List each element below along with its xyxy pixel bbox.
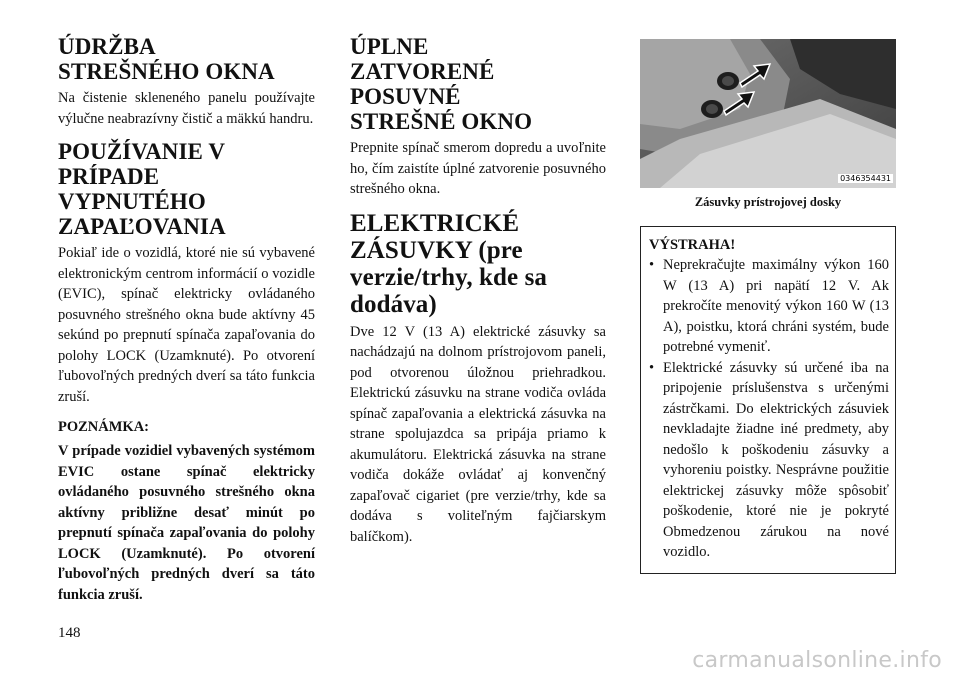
section-body: Na čistenie skleneného panelu používajte výlučne neabrazívny čistič a mäkkú handru. <box>58 90 315 127</box>
watermark: carmanualsonline.info <box>692 648 942 673</box>
power-outlet-photo <box>640 39 896 188</box>
warning-item: • Neprekračujte maximálny výkon 160 W (13 A) pri napätí 12 V. Ak prekročíte menovitý výkon 160 W (13 A), poistku, ktorá chráni systém, bude potrebné vymeniť. <box>649 255 889 358</box>
warning-box <box>640 226 896 574</box>
section-body: Pokiaľ ide o vozidlá, ktoré nie sú vybavené elektronickým centrom informácií o vozidle (EVIC), spínač elektricky ovládaného posuvného strešného okna bude aktívny 45 sekúnd po prepnutí spínača zapaľovania do polohy LOCK (Uzamknuté). Po otvorení ľubovoľných predných dverí sa táto funkcia zruší. <box>58 245 315 405</box>
left-column <box>58 34 315 605</box>
section-title: ÚPLNE ZATVORENÉ POSUVNÉ STREŠNÉ OKNO <box>350 34 533 134</box>
section-body: Prepnite spínač smerom dopredu a uvoľnite ho, čím zaistíte úplné zatvorenie posuvného strešného okna. <box>350 140 606 197</box>
photo-caption: Zásuvky prístrojovej dosky <box>694 195 842 209</box>
section-sunroof-close <box>350 34 606 200</box>
note-block <box>58 417 315 605</box>
page-number: 148 <box>58 625 81 641</box>
section-ignition-off-operation <box>58 139 315 407</box>
image-code: 0346354431 <box>840 174 891 183</box>
section-body: Dve 12 V (13 A) elektrické zásuvky sa nachádzajú na dolnom prístrojovom paneli, pod otvorenou úložnou priehradkou. Elektrickú zásuvku na strane vodiča ovláda spínač zapaľovania a elektrická zásuvka na strane spolujazdca sa pripája priamo k akumulátoru. Elektrická zásuvka na strane vodiča dokáže ovládať aj konvenčný zapaľovač cigariet (pre verzie/trhy, kde sa dodáva s voliteľným fajčiarskym balíčkom). <box>350 323 606 545</box>
section-title: ÚDRŽBA STREŠNÉHO OKNA <box>58 34 275 84</box>
dashboard-outlets-image <box>640 39 896 188</box>
right-column <box>640 34 896 574</box>
section-title: ELEKTRICKÉ ZÁSUVKY (pre verzie/trhy, kde sa dodáva) <box>350 209 548 318</box>
warning-list <box>649 255 889 563</box>
note-body: V prípade vozidiel vybavených systémom EVIC ostane spínač elektricky ovládaného posuvného strešného okna aktívny približne desať minút po prepnutí spínača zapaľovania do polohy LOCK (Uzamknuté). Po otvorení ľubovoľných predných dverí sa táto funkcia zruší. <box>58 443 315 603</box>
section-title: POUŽÍVANIE V PRÍPADE VYPNUTÉHO ZAPAĽOVANIA <box>58 139 226 239</box>
middle-column <box>350 34 606 557</box>
warning-title: VÝSTRAHA! <box>649 237 736 253</box>
section-sunroof-maintenance <box>58 34 315 129</box>
note-title: POZNÁMKA: <box>58 419 150 435</box>
section-power-outlets <box>350 210 606 548</box>
warning-item: • Elektrické zásuvky sú určené iba na pripojenie príslušenstva s určenými zástrčkami. Do elektrických zásuviek nevkladajte žiadne iné predmety, aby nedošlo k poškodeniu zásuvky a vyhoreniu poistky. Nesprávne použitie elektrickej zásuvky môže spôsobiť poškodenie, ktoré nie je pokryté Obmedzenou zárukou na nové vozidlo. <box>649 358 889 563</box>
